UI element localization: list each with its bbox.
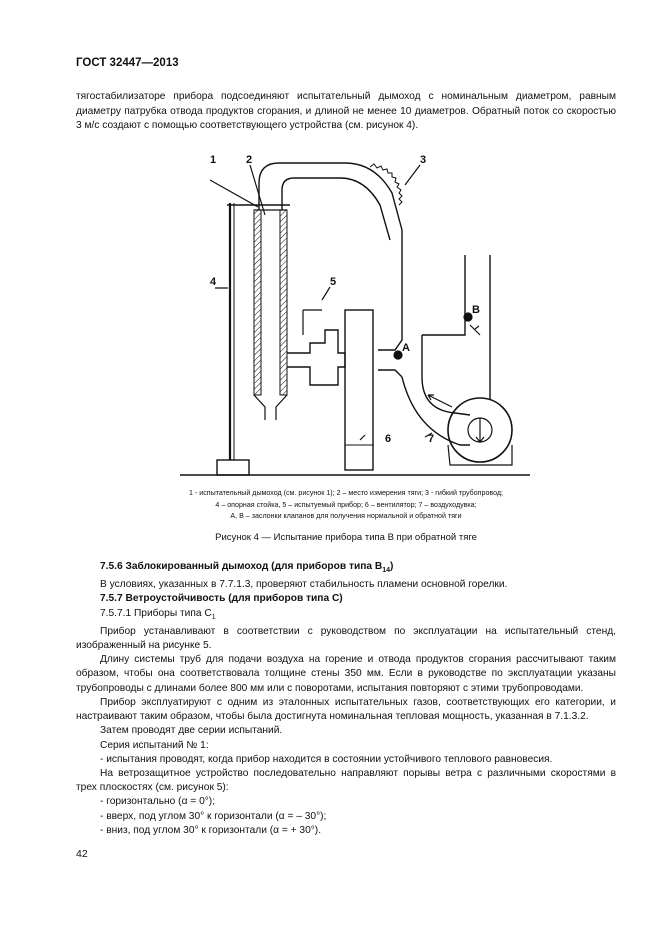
body-text <box>76 560 616 838</box>
label-6: 6 <box>385 433 392 445</box>
device-under-test <box>287 330 345 385</box>
section-heading: 7.5.7 Ветроустойчивость (для приборов типа С) <box>100 593 343 605</box>
label-5: 5 <box>330 276 337 288</box>
label-b: B <box>472 304 480 316</box>
label-7: 7 <box>428 433 435 445</box>
section-heading: 7.5.6 Заблокированный дымоход (для приборов типа $В_{14}$) <box>100 561 394 575</box>
document-header: ГОСТ 32447—2013 <box>76 57 179 69</box>
page-number: 42 <box>76 848 88 860</box>
damper-b <box>464 313 472 321</box>
damper-a <box>394 351 402 359</box>
subsection-heading: 7.5.7.1 Приборы типа $С_1$ <box>100 607 216 621</box>
flow-arrow <box>428 395 452 407</box>
legend-line: 1 - испытательный дымоход (см. рисунок 1); 2 – место измерения тяги; 3 - гибкий трубопровод; <box>188 489 503 497</box>
intro-paragraph: тягостабилизаторе прибора подсоединяют испытательный дымоход с номинальным диаметром, равным диаметру патрубка отвода продуктов сгорания, и длиной не менее 10 диаметров. Обратный поток со скоростью 3 м/с создают с помощью соответствующего устройства (см. рисунок 4). <box>76 91 616 131</box>
list-item: - горизонтально (α = 0°); <box>100 796 216 808</box>
list-item: - испытания проводят, когда прибор находится в состоянии устойчивого теплового равновесия. <box>100 753 553 765</box>
figure-4 <box>170 145 560 485</box>
label-2: 2 <box>246 154 253 166</box>
support-stand-base <box>217 460 249 475</box>
label-a: A <box>402 342 410 354</box>
figure-legend <box>76 488 616 523</box>
paragraph: Затем проводят две серии испытаний. <box>100 725 283 737</box>
vertical-duct <box>422 255 490 400</box>
label-4: 4 <box>210 276 217 288</box>
paragraph: В условиях, указанных в 7.7.1.3, проверяют стабильность пламени основной горелки. <box>100 579 508 591</box>
paragraph: На ветрозащитное устройство последовательно направляют порывы ветра с различными скоростями в трех плоскостях (см. рисунок 5): <box>76 767 616 794</box>
test-chimney <box>254 210 287 420</box>
fan <box>345 310 373 470</box>
figure-caption: Рисунок 4 — Испытание прибора типа В при обратной тяге <box>215 532 477 543</box>
legend-line: 4 – опорная стойка, 5 – испытуемый прибор; 6 – вентилятор; 7 – воздуходувка; <box>215 500 477 509</box>
paragraph: Прибор эксплуатируют с одним из эталонных испытательных газов, соответствующих его категории, и настраивают таким образом, чтобы была достигнута номинальная тепловая мощность, указанная в 7.1.3.2. <box>76 696 616 723</box>
paragraph: Серия испытаний № 1: <box>100 739 209 751</box>
paragraph: Длину системы труб для подачи воздуха на горение и отвода продуктов сгорания рассчитывают таким образом, чтобы она соответствовала толщине стены 350 мм. Если в руководстве по эксплуатации указаны трубопроводы с длинами более 800 мм или с поворотами, испытания повторяют с этими трубопроводами. <box>76 654 616 694</box>
list-item: - вниз, под углом 30° к горизонтали (α = + 30°). <box>100 824 322 836</box>
legend-line: А, В – заслонки клапанов для получения нормальной и обратной тяги <box>230 512 462 520</box>
blower-duct <box>402 335 470 445</box>
list-item: - вверх, под углом 30° к горизонтали (α = – 30°); <box>100 810 327 822</box>
test-setup-diagram <box>170 145 560 485</box>
label-1: 1 <box>210 154 217 166</box>
label-3: 3 <box>420 154 427 166</box>
paragraph: Прибор устанавливают в соответствии с руководством по эксплуатации на испытательный стенд, изображенный на рисунке 5. <box>76 625 616 652</box>
